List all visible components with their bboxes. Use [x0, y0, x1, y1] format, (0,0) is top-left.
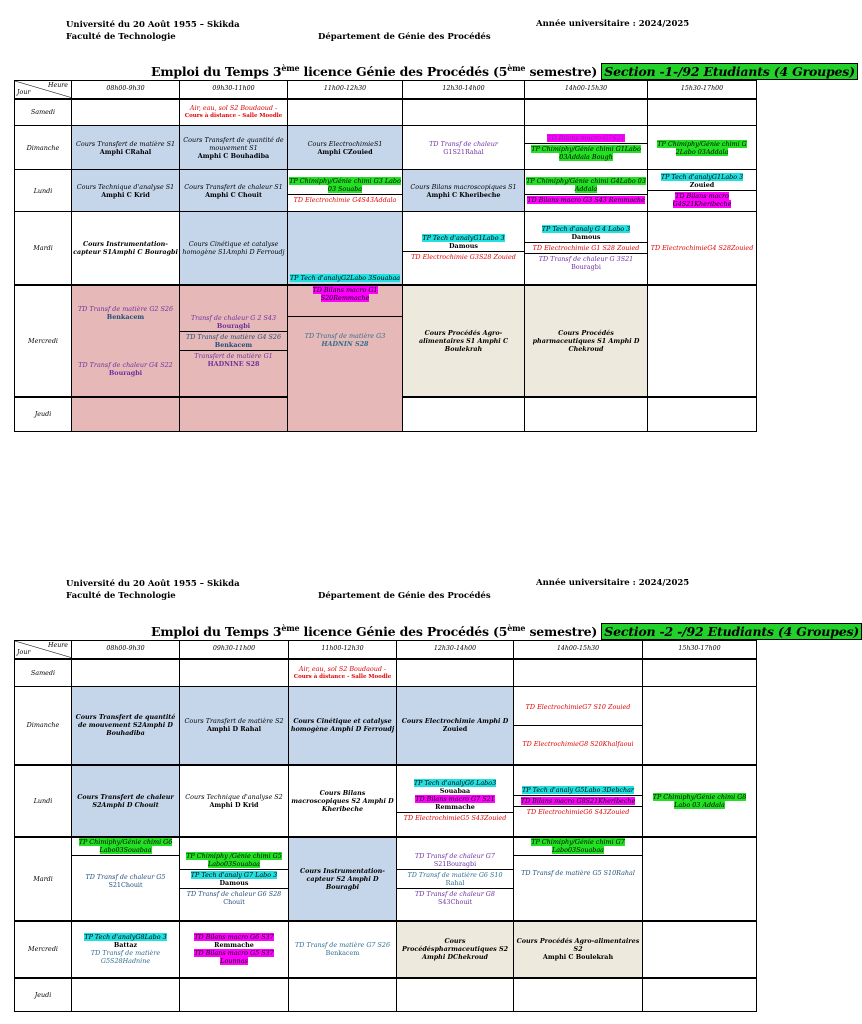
course-cell: Cours ElectrochimieS1 Amphi CZouied [288, 126, 403, 170]
tp-cell: TP Tech d'analyG6 Labo3 Souabaa TD Bilans macro G7 S21 Remmache TD ElectrochimieG5 S43Zouied [397, 765, 514, 837]
empty-cell [72, 397, 180, 432]
course-cell: Cours Instrumentation-capteur S1Amphi C Bouragbi [72, 212, 180, 285]
course-cell: Cours Procédéspharmaceutiques S2 Amphi DChekroud [397, 921, 514, 978]
td-cell: TD Bilans macro G6 S37 Remmache TD Bilans macro G5 S37 Lounnas [180, 921, 289, 978]
course-cell: Cours Technique d'analyse S2 Amphi D Krid [180, 765, 289, 837]
day-label: Jeudi [15, 978, 72, 1012]
td-cell: TD Transf de chaleur G7 S21Bouragbi TD Transf de matière G6 S10 Rahal TD Transf de chaleur G8 S43Chouit [397, 837, 514, 921]
course-cell: Cours Procédés pharmaceutiques S1 Amphi D Chekroud [525, 285, 648, 397]
course-cell: Cours Bilans macroscopiques S2 Amphi D Kheribeche [289, 765, 397, 837]
empty-cell [289, 978, 397, 1012]
slot-header: 14h00-15h30 [525, 81, 648, 99]
day-row-mardi [15, 837, 757, 921]
day-row-dimanche [15, 687, 757, 765]
day-label: Samedi [15, 659, 72, 687]
empty-cell [397, 659, 514, 687]
section-badge: Section -1-/92 Etudiants (4 Groupes) [601, 63, 858, 80]
empty-cell [72, 659, 180, 687]
tp-cell: TP Tech d'analyG1Labo 3 Zouied TD Bilans macro G4S21Kheribeche [648, 170, 757, 212]
course-cell: Cours Transfert de chaleur S2Amphi D Chouit [72, 765, 180, 837]
td-cell: TD Bilans macro G1 S20Remmache TD Transf de matière G3 HADNIN S28 [288, 285, 403, 432]
university-name: Université du 20 Août 1955 – Skikda [66, 20, 240, 30]
empty-cell [72, 99, 180, 126]
department-name: Département de Génie des Procédés [318, 591, 491, 601]
day-label: Dimanche [15, 126, 72, 170]
course-cell: Cours Transfert de quantité de mouvement S1 Amphi C Bouhadiba [180, 126, 288, 170]
slot-header: 11h00-12h30 [289, 641, 397, 659]
day-row-mardi [15, 212, 757, 285]
td-cell: TD Bilans macro G7S21 TP Chimiphy/Génie chimi G1Labo 03Addala Bough [525, 126, 648, 170]
university-name: Université du 20 Août 1955 – Skikda [66, 579, 240, 589]
timetable-grid [14, 80, 757, 432]
course-cell: Cours Electrochimie Amphi D Zouied [397, 687, 514, 765]
tp-cell: TP Chimiphy/Génie chimi G4Labo 03 Addala TD Bilans macro G3 S43 Remmache [525, 170, 648, 212]
day-label: Lundi [15, 170, 72, 212]
day-label: Mercredi [15, 921, 72, 978]
university-header [66, 19, 240, 43]
tp-cell: TP Chimiphy /Génie chimi G5 Labo03Souabaa TP Tech d'analy G7 Labo 3 Damous TD Transf de chaleur G6 S28 Chouit [180, 837, 289, 921]
tp-cell: TP Chimiphy/Génie chimi G7 Labo03Souabaa TD Transf de matière G5 S10Rahal [514, 837, 643, 921]
empty-cell [514, 659, 643, 687]
day-label: Dimanche [15, 687, 72, 765]
day-row-lundi [15, 765, 757, 837]
td-cell: TD ElectrochimieG4 S28Zouied [648, 212, 757, 285]
day-row-mercredi [15, 921, 757, 978]
header-row [15, 81, 757, 99]
section-badge: Section -2 -/92 Etudiants (4 Groupes) [601, 623, 862, 640]
academic-year: Année universitaire : 2024/2025 [536, 578, 690, 588]
tp-cell: TP Chimiphy/Génie chimi G3 Labo 03 Souaba TD Electrochimie G4S43Addala [288, 170, 403, 212]
empty-cell [643, 687, 757, 765]
td-cell: TD ElectrochimieG7 S10 Zouied TD ElectrochimieG8 S20Khalfaoui [514, 687, 643, 765]
course-cell: Cours Transfert de chaleur S1 Amphi C Chouit [180, 170, 288, 212]
empty-cell [180, 978, 289, 1012]
empty-cell [288, 99, 403, 126]
td-cell: TD Transf de chaleur G1S21Rahal [403, 126, 525, 170]
academic-year: Année universitaire : 2024/2025 [536, 19, 690, 29]
slot-header: 08h00-9h30 [72, 81, 180, 99]
tp-cell: TP Tech d'analyG1Labo 3 Damous TD Electrochimie G3S28 Zouied [403, 212, 525, 285]
heure-jour-cell: Heure Jour [15, 641, 72, 659]
slot-header: 15h30-17h00 [648, 81, 757, 99]
slot-header: 09h30-11h00 [180, 81, 288, 99]
empty-cell [648, 285, 757, 397]
empty-cell [525, 99, 648, 126]
timetable-grid [14, 640, 757, 1012]
slot-header: 15h30-17h00 [643, 641, 757, 659]
td-cell: TD Transf de matière G7 S26 Benkacem [289, 921, 397, 978]
day-row-lundi [15, 170, 757, 212]
day-row-samedi [15, 659, 757, 687]
td-cell: TD Transf de matière G2 S26 Benkacem TD Transf de chaleur G4 S22 Bouragbi [72, 285, 180, 397]
course-cell: Cours Bilans macroscopiques S1 Amphi C Kheribeche [403, 170, 525, 212]
course-cell: Cours Transfert de quantité de mouvement S2Amphi D Bouhadiba [72, 687, 180, 765]
tp-cell: TP Chimiphy/Génie chimi G8 Labo 03 Addala [643, 765, 757, 837]
day-row-jeudi [15, 978, 757, 1012]
tp-cell: TP Tech d'analyG8Labo 3 Battaz TD Transf de matière G5S28Hadnine [72, 921, 180, 978]
course-cell: Cours Instrumentation-capteur S2 Amphi D Bouragbi [289, 837, 397, 921]
heure-jour-cell: Heure Jour [15, 81, 72, 99]
day-row-samedi [15, 99, 757, 126]
day-label: Jeudi [15, 397, 72, 432]
course-cell: Cours Cinétique et catalyse homogène Amphi D Ferroudj [289, 687, 397, 765]
day-label: Mardi [15, 212, 72, 285]
slot-header: 08h00-9h30 [72, 641, 180, 659]
faculty-name: Faculté de Technologie [66, 32, 176, 42]
slot-header: 14h00-15h30 [514, 641, 643, 659]
course-cell: Cours Transfert de matière S2 Amphi D Rahal [180, 687, 289, 765]
empty-cell [72, 978, 180, 1012]
course-cell: Cours Cinétique et catalyse homogène S1Amphi D Ferroudj [180, 212, 288, 285]
day-row-dimanche [15, 126, 757, 170]
day-label: Mardi [15, 837, 72, 921]
empty-cell [648, 99, 757, 126]
empty-cell [403, 99, 525, 126]
td-cell: Transf de chaleur G 2 S43 Bouragbi TD Transf de matière G4 S26 Benkacem Transfert de matière G1 HADNINE S28 [180, 285, 288, 397]
empty-cell [397, 978, 514, 1012]
tp-cell: TP Tech d'analyG2Labo 3Souabaa [288, 212, 403, 285]
day-label: Lundi [15, 765, 72, 837]
day-label: Mercredi [15, 285, 72, 397]
empty-cell [643, 921, 757, 978]
header-row [15, 641, 757, 659]
course-cell: Air, eau, sol S2 Boudaoud - Cours à distance - Salle Moodle [289, 659, 397, 687]
empty-cell [643, 978, 757, 1012]
department-name: Département de Génie des Procédés [318, 32, 491, 42]
page-title: Emploi du Temps 3ème licence Génie des Procédés (5ème semestre) Section -1-/92 Etudiants (4 Groupes) [151, 63, 858, 79]
course-cell: Air, eau, sol S2 Boudaoud - Cours à distance - Salle Moodle [180, 99, 288, 126]
slot-header: 12h30-14h00 [397, 641, 514, 659]
empty-cell [514, 978, 643, 1012]
slot-header: 11h00-12h30 [288, 81, 403, 99]
tp-cell: TP Chimiphy/Génie chimi G6 Labo03Souabaa TD Transf de chaleur G5 S21Chouit [72, 837, 180, 921]
empty-cell [403, 397, 525, 432]
empty-cell [643, 659, 757, 687]
faculty-name: Faculté de Technologie [66, 591, 176, 601]
empty-cell [525, 397, 648, 432]
empty-cell [648, 397, 757, 432]
course-cell: Cours Transfert de matière S1 Amphi CRahal [72, 126, 180, 170]
empty-cell [643, 837, 757, 921]
tp-cell: TP Chimiphy/Génie chimi G 2Labo 03Addala [648, 126, 757, 170]
tp-cell: TP Tech d'analy G 4 Labo 3 Damous TD Electrochimie G1 S28 Zouied TD Transf de chaleur G 3S21 Bouragbi [525, 212, 648, 285]
slot-header: 09h30-11h00 [180, 641, 289, 659]
course-cell: Cours Procédés Agro-alimentaires S1 Amphi C Boulekrah [403, 285, 525, 397]
course-cell: Cours Technique d'analyse S1 Amphi C Krid [72, 170, 180, 212]
page-title: Emploi du Temps 3ème licence Génie des Procédés (5ème semestre) Section -2 -/92 Etudiants (4 Groupes) [151, 623, 862, 639]
tp-cell: TP Tech d'analy G5Labo 3Debchar TD Bilans macro G8S21Kheribeche TD ElectrochimieG6 S43Zouied [514, 765, 643, 837]
empty-cell [180, 397, 288, 432]
course-cell: Cours Procédés Agro-alimentaires S2 Amphi C Boulekrah [514, 921, 643, 978]
university-header [66, 578, 240, 602]
day-label: Samedi [15, 99, 72, 126]
empty-cell [180, 659, 289, 687]
slot-header: 12h30-14h00 [403, 81, 525, 99]
day-row-mercredi [15, 285, 757, 397]
